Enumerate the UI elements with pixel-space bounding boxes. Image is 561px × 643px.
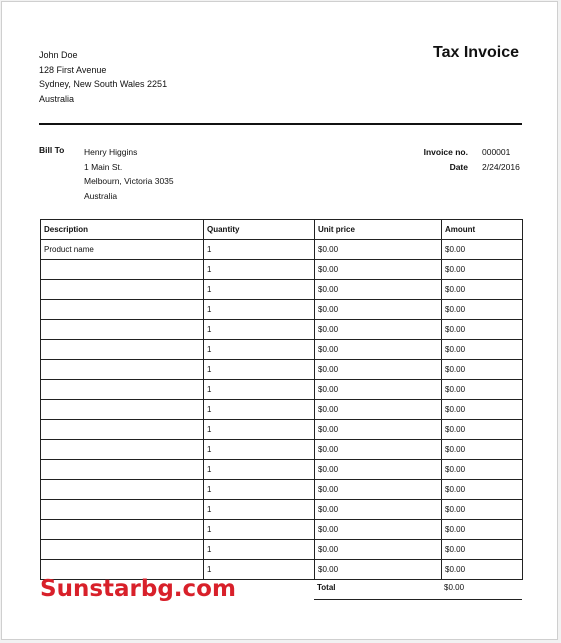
cell-unit-price: $0.00 xyxy=(315,560,442,580)
cell-description xyxy=(41,280,204,300)
sender-country: Australia xyxy=(39,93,75,104)
cell-quantity: 1 xyxy=(204,440,315,460)
table-row xyxy=(41,520,523,540)
cell-unit-price: $0.00 xyxy=(315,480,442,500)
cell-amount: $0.00 xyxy=(442,300,523,320)
cell-amount: $0.00 xyxy=(442,500,523,520)
cell-unit-price: $0.00 xyxy=(315,420,442,440)
table-row xyxy=(41,440,523,460)
cell-description xyxy=(41,420,204,440)
cell-quantity: 1 xyxy=(204,300,315,320)
cell-amount: $0.00 xyxy=(442,480,523,500)
bill-to-address-line2: Melbourn, Victoria 3035 xyxy=(84,176,174,186)
cell-description xyxy=(41,400,204,420)
cell-description xyxy=(41,480,204,500)
table-row xyxy=(41,280,523,300)
table-header-row xyxy=(41,220,523,240)
cell-amount: $0.00 xyxy=(442,380,523,400)
cell-quantity: 1 xyxy=(204,500,315,520)
cell-unit-price: $0.00 xyxy=(315,240,442,260)
cell-amount: $0.00 xyxy=(442,460,523,480)
cell-description xyxy=(41,460,204,480)
cell-amount: $0.00 xyxy=(442,360,523,380)
bill-to-address xyxy=(84,145,174,203)
table-row xyxy=(41,540,523,560)
line-items-table xyxy=(40,219,523,580)
cell-unit-price: $0.00 xyxy=(315,340,442,360)
table-row xyxy=(41,420,523,440)
table-row xyxy=(41,260,523,280)
cell-description xyxy=(41,520,204,540)
sender-address xyxy=(39,48,167,106)
cell-description xyxy=(41,360,204,380)
table-row xyxy=(41,300,523,320)
cell-description xyxy=(41,260,204,280)
cell-amount: $0.00 xyxy=(442,260,523,280)
cell-quantity: 1 xyxy=(204,320,315,340)
cell-quantity: 1 xyxy=(204,480,315,500)
invoice-meta-labels xyxy=(382,145,468,174)
cell-quantity: 1 xyxy=(204,560,315,580)
cell-unit-price: $0.00 xyxy=(315,540,442,560)
table-row xyxy=(41,360,523,380)
cell-description xyxy=(41,300,204,320)
total-row xyxy=(314,579,522,600)
bill-to-address-line1: 1 Main St. xyxy=(84,161,123,172)
cell-description xyxy=(41,500,204,520)
invoice-meta-values xyxy=(482,145,520,174)
cell-amount: $0.00 xyxy=(442,320,523,340)
table-row xyxy=(41,240,523,260)
cell-quantity: 1 xyxy=(204,260,315,280)
cell-unit-price: $0.00 xyxy=(315,300,442,320)
cell-unit-price: $0.00 xyxy=(315,260,442,280)
bill-to-name: Henry Higgins xyxy=(84,147,138,157)
table-row xyxy=(41,320,523,340)
cell-unit-price: $0.00 xyxy=(315,460,442,480)
cell-quantity: 1 xyxy=(204,380,315,400)
invoice-number-label: Invoice no. xyxy=(423,147,468,157)
total-value: $0.00 xyxy=(444,583,465,592)
table-row xyxy=(41,340,523,360)
cell-quantity: 1 xyxy=(204,360,315,380)
cell-unit-price: $0.00 xyxy=(315,520,442,540)
sender-address-line1: 128 First Avenue xyxy=(39,64,107,75)
bill-to-label: Bill To xyxy=(39,145,65,155)
cell-unit-price: $0.00 xyxy=(315,440,442,460)
header-quantity: Quantity xyxy=(204,220,315,240)
table-row xyxy=(41,480,523,500)
cell-unit-price: $0.00 xyxy=(315,500,442,520)
bill-to-country: Australia xyxy=(84,190,118,201)
cell-amount: $0.00 xyxy=(442,440,523,460)
cell-quantity: 1 xyxy=(204,240,315,260)
invoice-date-label: Date xyxy=(449,161,468,172)
header-divider xyxy=(39,123,522,125)
cell-description: Product name xyxy=(41,240,204,260)
cell-amount: $0.00 xyxy=(442,400,523,420)
cell-quantity: 1 xyxy=(204,340,315,360)
cell-quantity: 1 xyxy=(204,460,315,480)
table-row xyxy=(41,460,523,480)
cell-quantity: 1 xyxy=(204,280,315,300)
watermark: Sunstarbg.com xyxy=(40,576,236,602)
cell-amount: $0.00 xyxy=(442,340,523,360)
cell-quantity: 1 xyxy=(204,540,315,560)
cell-unit-price: $0.00 xyxy=(315,360,442,380)
cell-quantity: 1 xyxy=(204,400,315,420)
cell-unit-price: $0.00 xyxy=(315,320,442,340)
header-description: Description xyxy=(41,220,204,240)
invoice-page xyxy=(1,1,558,640)
table-row xyxy=(41,400,523,420)
total-label: Total xyxy=(317,583,336,592)
cell-amount: $0.00 xyxy=(442,420,523,440)
cell-amount: $0.00 xyxy=(442,540,523,560)
cell-quantity: 1 xyxy=(204,420,315,440)
cell-amount: $0.00 xyxy=(442,520,523,540)
cell-amount: $0.00 xyxy=(442,280,523,300)
sender-address-line2: Sydney, New South Wales 2251 xyxy=(39,79,168,89)
sender-name: John Doe xyxy=(39,50,78,60)
cell-description xyxy=(41,320,204,340)
table-row xyxy=(41,380,523,400)
cell-amount: $0.00 xyxy=(442,560,523,580)
cell-description xyxy=(41,440,204,460)
invoice-number: 000001 xyxy=(482,147,511,157)
header-amount: Amount xyxy=(442,220,523,240)
cell-unit-price: $0.00 xyxy=(315,280,442,300)
invoice-date: 2/24/2016 xyxy=(482,161,520,172)
cell-unit-price: $0.00 xyxy=(315,400,442,420)
cell-description xyxy=(41,540,204,560)
cell-quantity: 1 xyxy=(204,520,315,540)
cell-unit-price: $0.00 xyxy=(315,380,442,400)
document-title: Tax Invoice xyxy=(433,44,519,61)
table-row xyxy=(41,500,523,520)
cell-description xyxy=(41,340,204,360)
cell-description xyxy=(41,380,204,400)
header-unit-price: Unit price xyxy=(315,220,442,240)
cell-amount: $0.00 xyxy=(442,240,523,260)
